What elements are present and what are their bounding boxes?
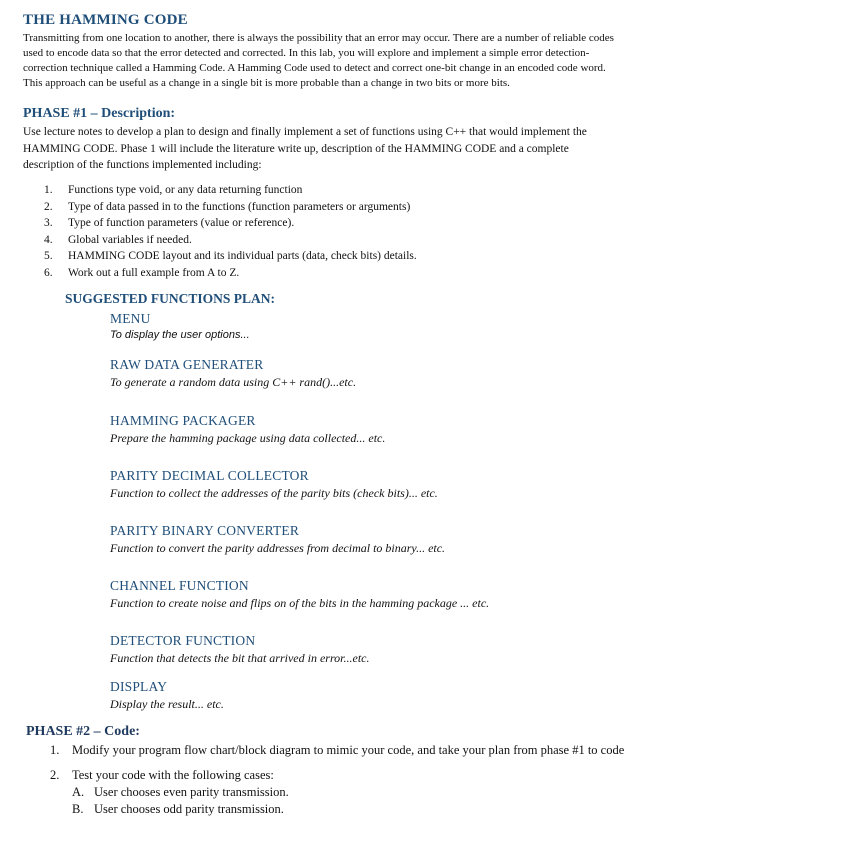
intro-line: Transmitting from one location to another, there is always the possibility that an error may occur. There are a number of reliable codes <box>23 32 614 44</box>
function-block-detector <box>110 633 370 666</box>
phase2-heading: PHASE #2 – Code: <box>26 724 140 739</box>
function-name: HAMMING PACKAGER <box>110 413 256 428</box>
list-item <box>44 248 417 265</box>
list-number: 5. <box>44 250 53 263</box>
list-item <box>72 801 289 818</box>
list-number: 3. <box>44 217 53 230</box>
function-name: MENU <box>110 311 151 326</box>
phase1-paragraph <box>23 124 587 174</box>
function-name: RAW DATA GENERATER <box>110 357 264 372</box>
function-name: DETECTOR FUNCTION <box>110 633 256 648</box>
list-text: Work out a full example from A to Z. <box>68 266 240 279</box>
list-number: A. <box>72 785 85 799</box>
list-item <box>44 265 417 282</box>
list-text: Type of function parameters (value or reference). <box>68 217 295 230</box>
list-item <box>44 232 417 249</box>
list-number: 6. <box>44 266 53 279</box>
list-number: 1. <box>44 184 53 196</box>
function-block-channel <box>110 578 489 611</box>
test-cases-list <box>72 784 289 818</box>
intro-paragraph <box>23 31 614 91</box>
function-description: Function to convert the parity addresses from decimal to binary... etc. <box>110 541 446 555</box>
phase1-heading: PHASE #1 – Description: <box>23 106 176 121</box>
function-block-parity-binary <box>110 523 445 556</box>
function-block-raw-data <box>110 357 356 390</box>
function-description: To display the user options... <box>110 329 250 341</box>
list-text: Test your code with the following cases: <box>72 768 274 782</box>
list-text: User chooses even parity transmission. <box>94 785 289 799</box>
function-description: To generate a random data using C++ rand()...etc. <box>110 375 357 389</box>
list-text: Functions type void, or any data returning function <box>68 184 303 196</box>
function-description: Prepare the hamming package using data collected... etc. <box>110 431 386 445</box>
function-name: CHANNEL FUNCTION <box>110 578 249 593</box>
list-number: 2. <box>44 200 53 213</box>
list-text: Modify your program flow chart/block diagram to mimic your code, and take your plan from phase #1 to code <box>72 743 625 757</box>
phase1-line: HAMMING CODE. Phase 1 will include the literature write up, description of the HAMMING CODE and a complete <box>23 142 569 155</box>
function-description: Function to create noise and flips on of the bits in the hamming package ... etc. <box>110 596 490 610</box>
list-number: 4. <box>44 233 53 246</box>
list-item <box>72 784 289 801</box>
phase1-line: Use lecture notes to develop a plan to design and finally implement a set of functions using C++ that would implement the <box>23 126 587 138</box>
phase2-list <box>50 742 624 784</box>
phase1-line: description of the functions implemented including: <box>23 159 262 171</box>
function-block-hamming-packager <box>110 413 385 446</box>
function-name: DISPLAY <box>110 679 168 694</box>
document-title: THE HAMMING CODE <box>23 12 188 28</box>
phase1-list <box>44 182 417 282</box>
function-block-menu <box>110 311 250 341</box>
intro-line: correction technique called a Hamming Code. A Hamming Code used to detect and correct one-bit change in an encoded code word. <box>23 62 606 74</box>
list-item <box>44 215 417 232</box>
function-block-display <box>110 679 224 712</box>
function-block-parity-decimal <box>110 468 438 501</box>
list-text: HAMMING CODE layout and its individual parts (data, check bits) details. <box>68 250 417 263</box>
list-text: User chooses odd parity transmission. <box>94 802 284 816</box>
list-item <box>50 767 624 784</box>
list-item <box>44 199 417 216</box>
list-text: Type of data passed in to the functions (function parameters or arguments) <box>68 200 411 213</box>
list-number: B. <box>72 802 84 816</box>
list-number: 2. <box>50 768 60 782</box>
function-description: Function that detects the bit that arrived in error...etc. <box>110 651 370 665</box>
list-item <box>50 742 624 759</box>
suggested-functions-heading: SUGGESTED FUNCTIONS PLAN: <box>65 291 276 306</box>
function-name: PARITY DECIMAL COLLECTOR <box>110 468 309 483</box>
list-text: Global variables if needed. <box>68 233 192 246</box>
list-number: 1. <box>50 743 60 757</box>
function-description: Display the result... etc. <box>110 697 224 711</box>
intro-line: used to encode data so that the error detected and corrected. In this lab, you will explore and implement a simple error detection- <box>23 47 590 59</box>
function-name: PARITY BINARY CONVERTER <box>110 523 300 538</box>
list-item <box>44 182 417 199</box>
intro-line: This approach can be useful as a change in a single bit is more probable than a change in two bits or more bits. <box>23 77 510 89</box>
function-description: Function to collect the addresses of the parity bits (check bits)... etc. <box>110 486 438 500</box>
